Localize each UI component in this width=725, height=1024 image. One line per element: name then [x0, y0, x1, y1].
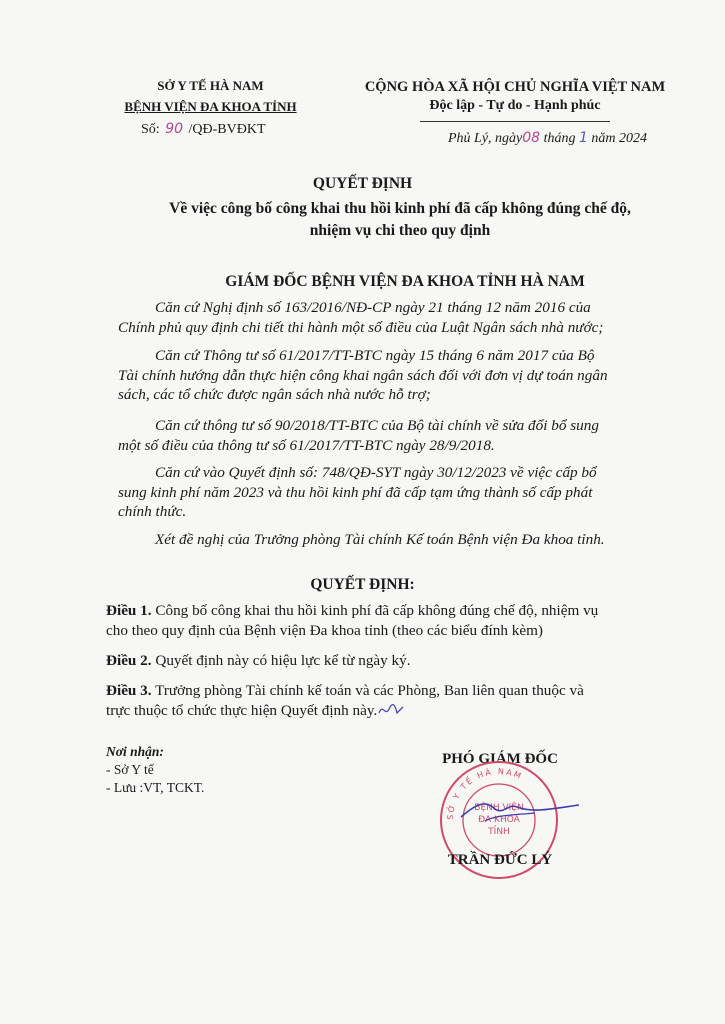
date-line: Phủ Lý, ngày08 tháng 1 năm 2024 — [448, 130, 648, 146]
country-name: CỘNG HÒA XÃ HỘI CHỦ NGHĨA VIỆT NAM — [364, 79, 666, 95]
decision-subject-line2: nhiệm vụ chi theo quy định — [309, 222, 491, 239]
decision-subject-line1: Về việc công bố công khai thu hồi kinh phí đã cấp không đúng chế độ, — [169, 200, 631, 217]
hospital-name: BỆNH VIỆN ĐA KHOA TỈNH — [124, 99, 297, 114]
legal-basis-4: Căn cứ vào Quyết định số: 748/QĐ-SYT ngày 30/12/2023 về việc cấp bổ sung kinh phí năm 2023 và thu hồi kinh phí đã cấp tạm ứng thành số cấp phát chính thức. — [118, 464, 597, 520]
stamp-ring-text: SỞ Y TẾ HÀ NAM — [445, 766, 525, 821]
handwritten-signature-icon — [455, 785, 585, 835]
legal-basis-3: Căn cứ thông tư số 90/2018/TT-BTC của Bộ tài chính về sửa đổi bổ sung một số điều của thông tư số 61/2017/TT-BTC ngày 28/9/2018. — [118, 417, 599, 454]
proposal-basis: Xét đề nghị của Trưởng phòng Tài chính Kế toán Bệnh viện Đa khoa tỉnh. — [155, 531, 605, 548]
handwritten-month: 1 — [578, 130, 588, 146]
signer-position: PHÓ GIÁM ĐỐC — [442, 751, 558, 767]
document-number: Số: 90 /QĐ-BVĐKT — [141, 121, 266, 137]
decision-title: QUYẾT ĐỊNH — [312, 175, 413, 192]
stamp-center-line: TỈNH — [488, 827, 510, 837]
article-2: Điều 2. Quyết định này có hiệu lực kể từ ngày ký. — [106, 652, 411, 669]
initials-scribble-icon — [377, 701, 405, 719]
stamp-center-line: ĐA KHOA — [478, 815, 520, 825]
article-1: Điều 1. Công bố công khai thu hồi kinh phí đã cấp không đúng chế độ, nhiệm vụ cho theo quy định của Bệnh viện Đa khoa tỉnh (theo các biểu đính kèm) — [106, 602, 599, 639]
national-motto: Độc lập - Tự do - Hạnh phúc — [429, 98, 601, 113]
signer-name: TRẦN ĐỨC LÝ — [447, 852, 553, 868]
recipient-item: - Lưu :VT, TCKT. — [106, 780, 205, 795]
decision-heading: QUYẾT ĐỊNH: — [310, 576, 415, 593]
motto-underline — [350, 107, 680, 108]
legal-basis-2: Căn cứ Thông tư số 61/2017/TT-BTC ngày 15 tháng 6 năm 2017 của Bộ Tài chính hướng dẫn thực hiện công khai ngân sách đối với đơn vị dự toán ngân sách, các tổ chức được ngân sách nhà nước hỗ trợ; — [118, 347, 608, 403]
handwritten-number: 90 — [165, 121, 184, 137]
stamp-center-line: BỆNH VIỆN — [474, 803, 524, 813]
department-name: SỞ Y TẾ HÀ NAM — [157, 78, 264, 93]
article-3: Điều 3. Trưởng phòng Tài chính kế toán và các Phòng, Ban liên quan thuộc và trực thuộc tổ chức thực hiện Quyết định này. — [106, 682, 584, 719]
recipient-item: - Sở Y tế — [106, 762, 154, 777]
recipients-label: Nơi nhận: — [106, 744, 164, 759]
legal-basis-1: Căn cứ Nghị định số 163/2016/NĐ-CP ngày 21 tháng 12 năm 2016 của Chính phủ quy định chi tiết thi hành một số điều của Luật Ngân sách nhà nước; — [118, 299, 604, 336]
issuing-authority: GIÁM ĐỐC BỆNH VIỆN ĐA KHOA TỈNH HÀ NAM — [225, 273, 585, 290]
handwritten-day: 08 — [522, 130, 541, 146]
